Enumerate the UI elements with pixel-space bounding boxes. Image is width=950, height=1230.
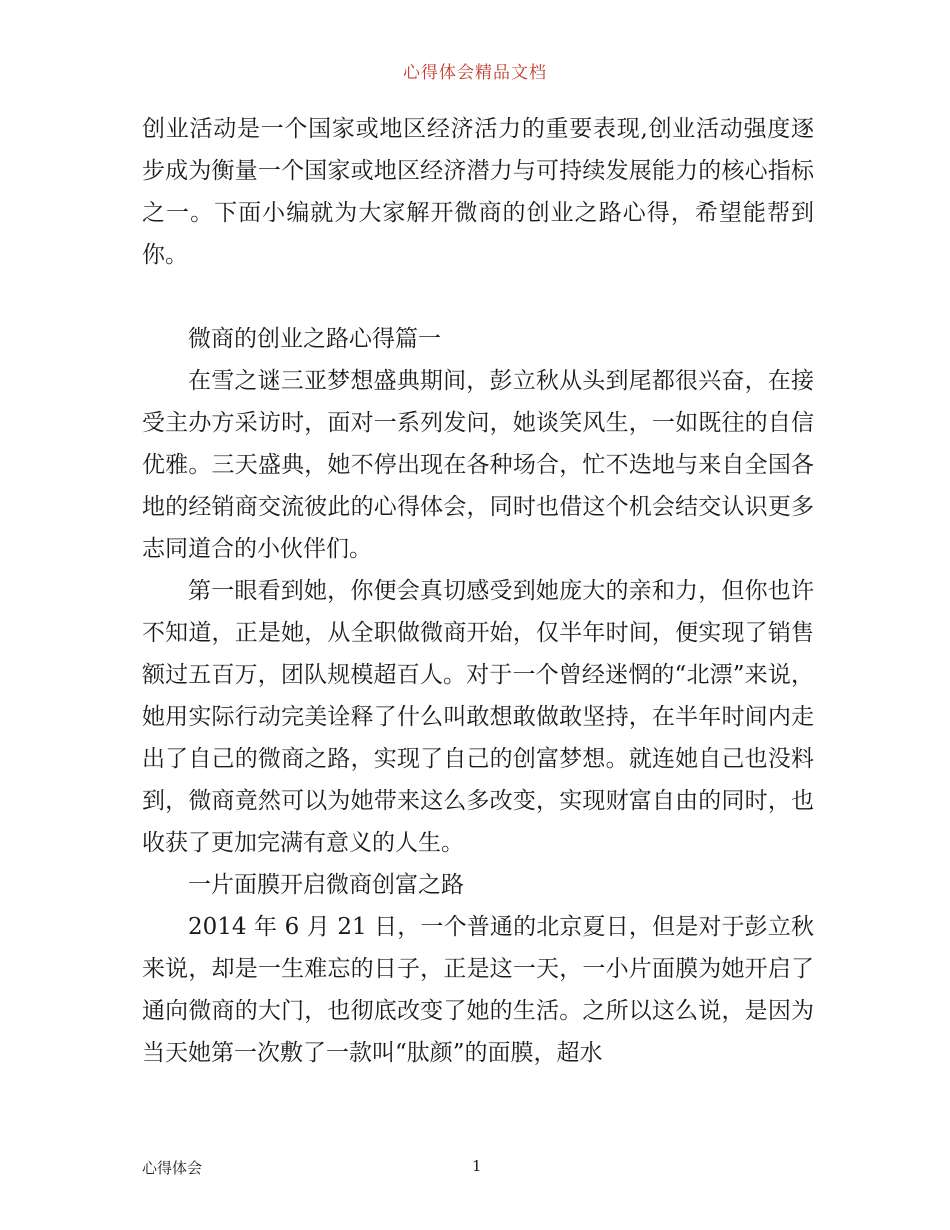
document-body <box>142 108 814 1074</box>
intro-paragraph: 创业活动是一个国家或地区经济活力的重要表现,创业活动强度逐步成为衡量一个国家或地区经济潜力与可持续发展能力的核心指标之一。下面小编就为大家解开微商的创业之路心得，希望能帮到你。 <box>142 116 814 268</box>
page-number: 1 <box>472 1157 482 1175</box>
paragraph-spacer <box>142 276 814 318</box>
body-paragraph-3: 2014 年 6 月 21 日，一个普通的北京夏日，但是对于彭立秋来说，却是一生难忘的日子，正是这一天，一小片面膜为她开启了通向微商的大门，也彻底改变了她的生活。之所以这么说，是因为当天她第一次敷了一款叫“肽颜”的面膜，超水 <box>142 914 814 1066</box>
section-title: 微商的创业之路心得篇一 <box>188 326 441 352</box>
document-header: 心得体会精品文档 <box>403 63 547 83</box>
subheading: 一片面膜开启微商创富之路 <box>188 872 464 898</box>
body-paragraph-1: 在雪之谜三亚梦想盛典期间，彭立秋从头到尾都很兴奋，在接受主办方采访时，面对一系列发问，她谈笑风生，一如既往的自信优雅。三天盛典，她不停出现在各种场合，忙不迭地与来自全国各地的经销商交流彼此的心得体会，同时也借这个机会结交认识更多志同道合的小伙伴们。 <box>142 368 814 562</box>
footer-label: 心得体会 <box>142 1159 203 1177</box>
body-paragraph-2: 第一眼看到她，你便会真切感受到她庞大的亲和力，但你也许不知道，正是她，从全职做微商开始，仅半年时间，便实现了销售额过五百万，团队规模超百人。对于一个曾经迷惘的“北漂”来说，她用实际行动完美诠释了什么叫敢想敢做敢坚持，在半年时间内走出了自己的微商之路，实现了自己的创富梦想。就连她自己也没料到，微商竟然可以为她带来这么多改变，实现财富自由的同时，也收获了更加完满有意义的人生。 <box>142 578 814 856</box>
